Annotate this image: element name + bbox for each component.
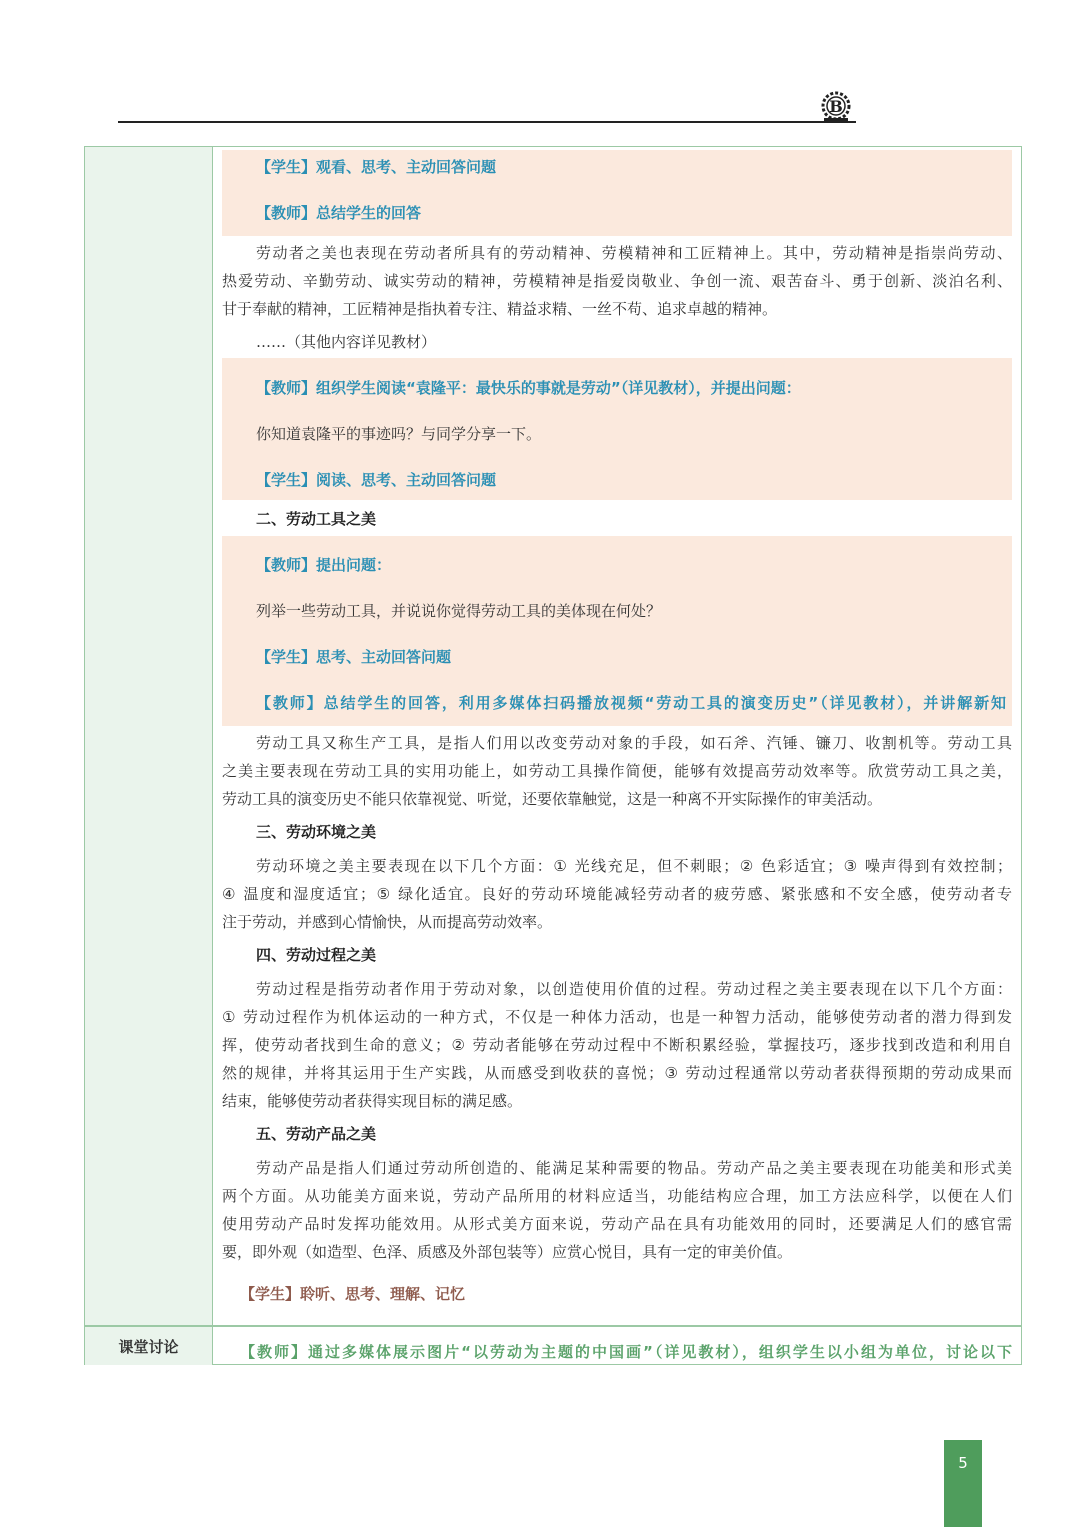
body-text: ① 劳动过程作为机体运动的一种方式，不仅是一种体力活动，也是一种智力活动，能够使劳动者的潜力得到发 — [222, 1008, 1012, 1026]
body-text: 劳动环境之美主要表现在以下几个方面：① 光线充足，但不刺眼；② 色彩适宜；③ 噪声得到有效控制； — [256, 857, 1012, 875]
body-text: 要，即外观（如造型、色泽、质感及外部包装等）应赏心悦目，具有一定的审美价值。 — [222, 1243, 793, 1261]
section-heading: 二、劳动工具之美 — [256, 510, 377, 528]
body-text: 甘于奉献的精神，工匠精神是指执着专注、精益求精、一丝不苟、追求卓越的精神。 — [222, 300, 778, 318]
left-column — [85, 147, 213, 1327]
teacher-activity: 【教师】总结学生的回答，利用多媒体扫码播放视频“劳动工具的演变历史”（详见教材），并讲解新知 — [256, 694, 1006, 712]
body-text: ④ 温度和湿度适宜；⑤ 绿化适宜。良好的劳动环境能减轻劳动者的疲劳感、紧张感和不安全感，使劳动者专 — [222, 885, 1012, 903]
body-text: 劳动过程是指劳动者作用于劳动对象，以创造使用价值的过程。劳动过程之美主要表现在以下几个方面： — [256, 980, 1012, 998]
header-rule — [118, 121, 856, 123]
teacher-activity: 【教师】提出问题： — [256, 556, 392, 574]
student-activity: 【学生】观看、思考、主动回答问题 — [256, 158, 497, 176]
student-activity: 【学生】思考、主动回答问题 — [256, 648, 452, 666]
body-text: 劳动产品是指人们通过劳动所创造的、能满足某种需要的物品。劳动产品之美主要表现在功能美和形式美 — [256, 1159, 1012, 1177]
body-text: 劳动工具的演变历史不能只依靠视觉、听觉，还要依靠触觉，这是一种离不开实际操作的审美活动。 — [222, 790, 883, 808]
body-text: 结束，能够使劳动者获得实现目标的满足感。 — [222, 1092, 523, 1110]
body-text: 劳动者之美也表现在劳动者所具有的劳动精神、劳模精神和工匠精神上。其中，劳动精神是指崇尚劳动、 — [256, 244, 1012, 262]
body-text: 两个方面。从功能美方面来说，劳动产品所用的材料应适当，功能结构应合理，加工方法应科学，以便在人们 — [222, 1187, 1012, 1205]
svg-text:B: B — [829, 97, 843, 116]
teacher-activity: 【教师】总结学生的回答 — [256, 204, 422, 222]
body-text: 热爱劳动、辛勤劳动、诚实劳动的精神，劳模精神是指爱岗敬业、争创一流、艰苦奋斗、勇于创新、淡泊名利、 — [222, 272, 1012, 290]
body-text: 使用劳动产品时发挥功能效用。从形式美方面来说，劳动产品在具有功能效用的同时，还要满足人们的感官需 — [222, 1215, 1012, 1233]
teacher-activity: 【教师】组织学生阅读“袁隆平：最快乐的事就是劳动”（详见教材），并提出问题： — [256, 379, 801, 397]
body-text: 劳动工具又称生产工具，是指人们用以改变劳动对象的手段，如石斧、汽锤、镰刀、收割机等。劳动工具 — [256, 734, 1012, 752]
section-heading: 四、劳动过程之美 — [256, 946, 377, 964]
row-divider — [85, 1325, 1021, 1327]
body-text: 之美主要表现在劳动工具的实用功能上，如劳动工具操作简便，能够有效提高劳动效率等。欣赏劳动工具之美， — [222, 762, 1012, 780]
body-text: 注于劳动，并感到心情愉快，从而提高劳动效率。 — [222, 913, 553, 931]
discussion-text: 【教师】通过多媒体展示图片“以劳动为主题的中国画”（详见教材），组织学生以小组为单位，讨论以下 — [240, 1343, 1012, 1361]
student-activity: 【学生】聆听、思考、理解、记忆 — [240, 1285, 466, 1303]
body-text: ……（其他内容详见教材） — [256, 333, 437, 351]
section-heading: 五、劳动产品之美 — [256, 1125, 377, 1143]
question-text: 你知道袁隆平的事迹吗？与同学分享一下。 — [256, 425, 542, 443]
section-label: 课堂讨论 — [85, 1327, 213, 1365]
body-text: 挥，使劳动者找到生命的意义；② 劳动者能够在劳动过程中不断积累经验，掌握技巧，逐步找到改造和利用自 — [222, 1036, 1012, 1054]
body-text: 然的规律，并将其运用于生产实践，从而感受到收获的喜悦；③ 劳动过程通常以劳动者获得预期的劳动成果而 — [222, 1064, 1012, 1082]
question-text: 列举一些劳动工具，并说说你觉得劳动工具的美体现在何处？ — [256, 602, 662, 620]
student-activity: 【学生】阅读、思考、主动回答问题 — [256, 471, 497, 489]
publisher-logo-icon — [816, 88, 856, 124]
page-number: 5 — [958, 1454, 968, 1472]
section-heading: 三、劳动环境之美 — [256, 823, 377, 841]
